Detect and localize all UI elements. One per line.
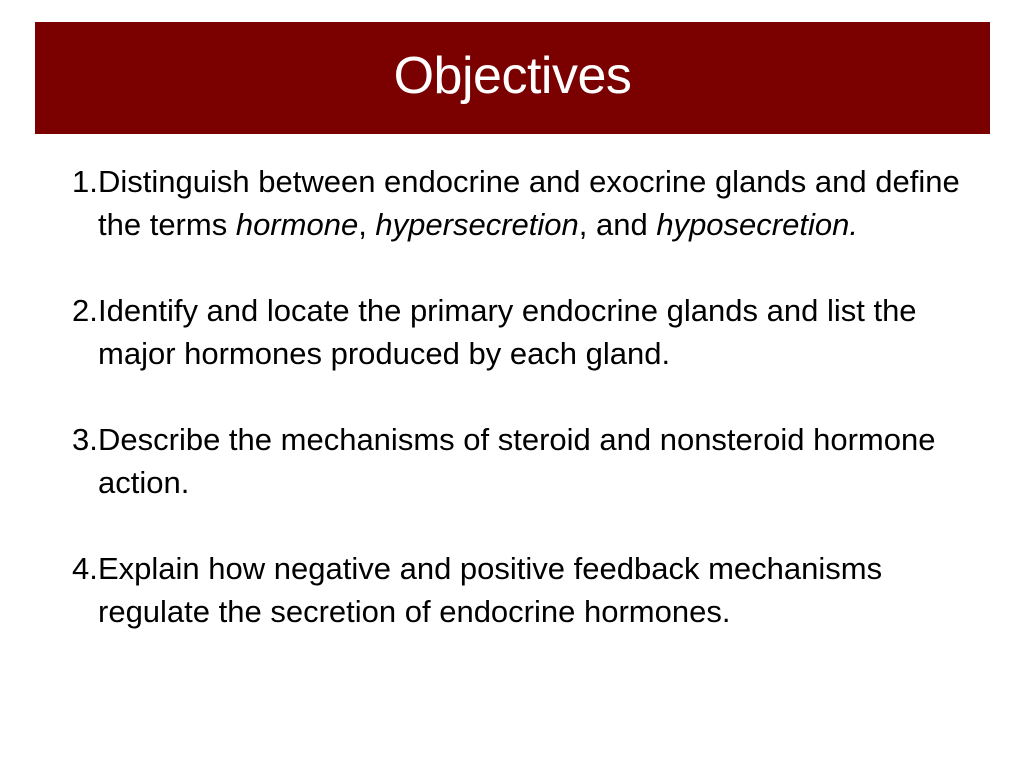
objective-item — [72, 160, 972, 246]
objective-text: Describe the mechanisms of steroid and nonsteroid hormone action. — [98, 422, 936, 500]
objective-number: 1 . — [72, 160, 98, 203]
objective-item — [72, 418, 972, 504]
objective-text-segment: , — [358, 207, 376, 242]
objective-text-segment: Distinguish between endocrine and exocrine glands and define the terms — [98, 164, 960, 242]
term-hypersecretion: hypersecretion — [375, 207, 579, 242]
objective-text: Identify and locate the primary endocrine glands and list the major hormones produced by each gland. — [98, 293, 917, 371]
objectives-list — [72, 160, 972, 633]
objective-number: 3 . — [72, 418, 98, 461]
objective-number: 2 . — [72, 289, 98, 332]
objective-item — [72, 547, 972, 633]
objective-text-segment: , and — [578, 207, 657, 242]
title-bar — [35, 22, 990, 134]
objective-number: 4 . — [72, 547, 98, 590]
slide-title: Objectives — [393, 47, 632, 105]
objective-text: Explain how negative and positive feedback mechanisms regulate the secretion of endocrine hormones. — [98, 551, 883, 629]
term-hyposecretion: hyposecretion. — [656, 207, 858, 242]
objective-item — [72, 289, 972, 375]
term-hormone: hormone — [235, 207, 359, 242]
